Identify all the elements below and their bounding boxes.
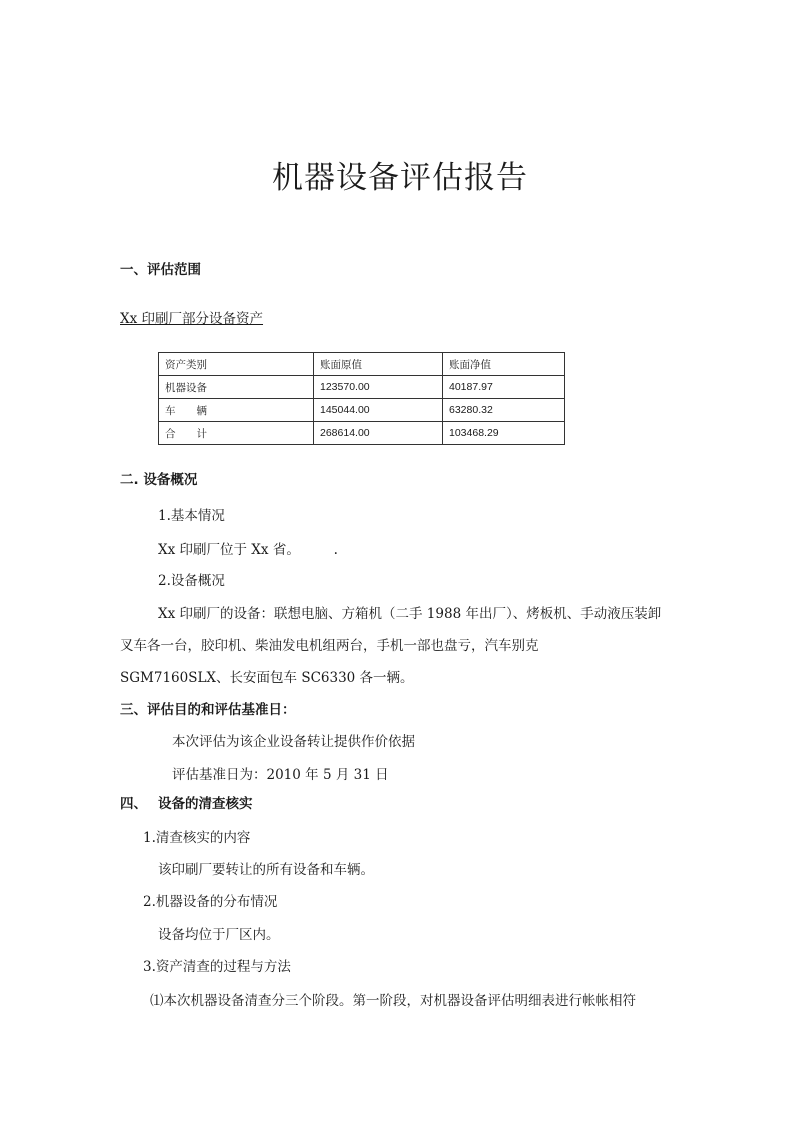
subsection-process-method: 3.资产清查的过程与方法 xyxy=(143,959,291,975)
table-cell: 合 计 xyxy=(159,422,314,445)
paragraph-equipment-line-2: 叉车各一台，胶印机、柴油发电机组两台，手机一部也盘亏，汽车别克 xyxy=(120,638,539,654)
table-cell: 145044.00 xyxy=(314,399,443,422)
paragraph-equipment-line-1: Xx 印刷厂的设备：联想电脑、方箱机（二手 1988 年出厂）、烤板机、手动液压装卸 xyxy=(158,606,662,622)
paragraph-purpose: 本次评估为该企业设备转让提供作价依据 xyxy=(172,734,415,750)
section-4-heading-number: 四、 xyxy=(120,796,147,812)
paragraph-verification-content: 该印刷厂要转让的所有设备和车辆。 xyxy=(158,862,374,878)
section-2-heading: 二. 设备概况 xyxy=(120,472,198,488)
table-cell: 63280.32 xyxy=(443,399,565,422)
table-cell: 268614.00 xyxy=(314,422,443,445)
assessment-subject: Xx 印刷厂部分设备资产 xyxy=(120,311,264,327)
table-row xyxy=(159,422,565,445)
section-4-heading: 设备的清查核实 xyxy=(158,796,253,812)
subsection-equipment-overview: 2.设备概况 xyxy=(158,573,225,589)
table-cell: 103468.29 xyxy=(443,422,565,445)
paragraph-distribution: 设备均位于厂区内。 xyxy=(158,927,280,943)
table-cell: 123570.00 xyxy=(314,376,443,399)
section-3-heading: 三、评估目的和评估基准日： xyxy=(120,702,296,718)
table-header-cell: 账面净值 xyxy=(443,353,565,376)
paragraph-base-date: 评估基准日为：2010 年 5 月 31 日 xyxy=(172,767,389,783)
table-cell: 车 辆 xyxy=(159,399,314,422)
subsection-verification-content: 1.清查核实的内容 xyxy=(143,830,251,846)
section-1-heading: 一、评估范围 xyxy=(120,262,201,278)
page-title: 机器设备评估报告 xyxy=(272,160,528,196)
subsection-basic-info: 1.基本情况 xyxy=(158,508,225,524)
asset-table xyxy=(158,352,565,445)
table-cell: 40187.97 xyxy=(443,376,565,399)
table-header-cell: 账面原值 xyxy=(314,353,443,376)
table-cell: 机器设备 xyxy=(159,376,314,399)
table-header-row xyxy=(159,353,565,376)
table-row xyxy=(159,399,565,422)
subsection-distribution: 2.机器设备的分布情况 xyxy=(143,894,278,910)
table-header-cell: 资产类别 xyxy=(159,353,314,376)
table-row xyxy=(159,376,565,399)
paragraph-process-stage-1: ⑴本次机器设备清查分三个阶段。第一阶段，对机器设备评估明细表进行帐帐相符 xyxy=(150,993,636,1009)
paragraph-equipment-line-3: SGM7160SLX、长安面包车 SC6330 各一辆。 xyxy=(120,670,414,686)
paragraph-location: Xx 印刷厂位于 Xx 省。 . xyxy=(158,542,338,558)
